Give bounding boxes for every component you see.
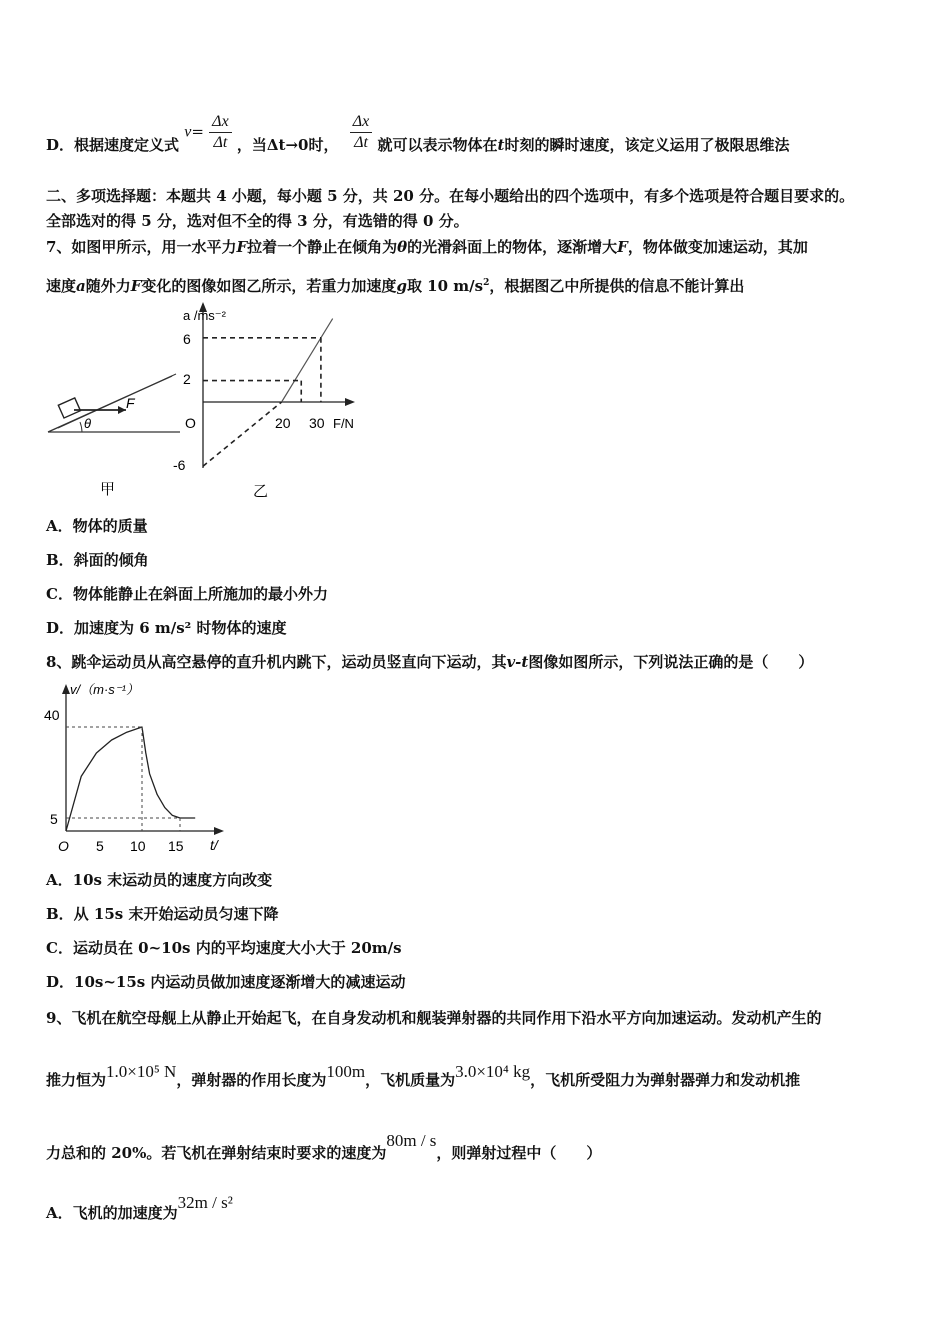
item-d-eq: = [191,122,204,141]
item-d-fraction [209,112,232,153]
item-d-cond: Δt→0 [266,135,309,154]
q7-option-d: D．加速度为 6 m/s² 时物体的速度 [46,619,287,637]
q9-force-value: 1.0×10⁵ N [106,1062,177,1081]
y-axis-label: a /ms⁻² [183,308,226,323]
item-d-v: v [184,123,192,141]
a-F-line-extrapolated [203,402,282,466]
q8-option-c: C．运动员在 0~10s 内的平均速度大小大于 20m/s [46,939,402,957]
q7-var-F: F [130,277,142,295]
q7-var-g: g [396,277,407,295]
y-axis-arrow [62,684,70,694]
fraction-denominator: Δt [213,134,228,151]
x-axis-arrow [214,827,224,835]
fig-F-label: F [126,395,135,411]
q9-text: ，飞机所受阻力为弹射器弹力和发动机推 [530,1071,801,1089]
q9-text: ，弹射器的作用长度为 [176,1071,327,1089]
q7-line2 [46,273,744,296]
item-d-suffix-1: 就可以表示物体在 [377,135,498,154]
item-d-fraction-2 [350,112,373,153]
y-tick-40: 40 [44,707,60,723]
q7-text: 取 10 m/s [406,277,484,295]
item-d-t: t [497,135,505,154]
origin-label: O [58,838,69,854]
q8-text: 8、跳伞运动员从高空悬停的直升机内跳下，运动员竖直向下运动，其 [46,653,507,671]
q7-text: 随外力 [85,277,131,295]
q8-chart-v-vs-t [40,678,240,858]
q9-text: 力总和的 20%。若飞机在弹射结束时要求的速度为 [46,1144,387,1162]
q7-var-theta: θ [397,238,408,256]
origin-label: O [185,415,196,431]
y-tick-5: 5 [50,811,58,827]
x-axis-label: t/ [210,837,218,853]
q7-line1 [46,237,808,257]
x-tick-20: 20 [275,415,291,431]
q7-var-F: F [236,238,248,256]
y-tick-neg6: -6 [173,457,186,473]
q7-text: 7、如图甲所示，用一水平力 [46,238,237,256]
q9-option-a-text: A．飞机的加速度为 [46,1204,178,1222]
q9-line1: 9、飞机在航空母舰上从静止开始起飞，在自身发动机和舰装弹射器的共同作用下沿水平方向加速运动。发动机产生的 [46,1009,822,1027]
q8-stem [46,652,813,672]
q9-mass-value: 3.0×10⁴ kg [455,1062,531,1081]
fig-jia-label: 甲 [100,481,116,498]
q7-var-F: F [617,238,628,256]
q9-text: 推力恒为 [46,1071,107,1089]
x-tick-5: 5 [96,838,104,854]
x-tick-30: 30 [309,415,325,431]
item-d-mid2: 时， [308,135,339,154]
q7-text: 的光滑斜面上的物体，逐渐增大 [407,238,618,256]
x-tick-10: 10 [130,838,146,854]
q7-chart-a-vs-F [165,300,385,500]
q8-option-a: A．10s 末运动员的速度方向改变 [46,871,273,889]
q8-text: 图像如图所示，下列说法正确的是（ ） [528,653,814,671]
q9-line3 [46,1131,602,1163]
x-axis-arrow [345,398,355,406]
fig-yi-label: 乙 [253,483,269,500]
q7-text: 拉着一个静止在倾角为 [247,238,398,256]
y-tick-2: 2 [183,371,191,387]
q8-option-d: D．10s~15s 内运动员做加速度逐渐增大的减速运动 [46,973,406,991]
x-tick-15: 15 [168,838,184,854]
q9-speed-value: 80m / s [386,1131,437,1150]
q7-text: ，物体做变加速运动，其加 [627,238,808,256]
q9-option-a [46,1193,233,1223]
v-t-curve [66,727,195,831]
q9-text: ，飞机质量为 [365,1071,456,1089]
item-d-suffix-2: 时刻的瞬时速度，该定义运用了极限思维法 [504,135,790,154]
section2-line1: 二、多项选择题：本题共 4 小题，每小题 5 分，共 20 分。在每小题给出的四个选项中，有多个选项是符合题目要求的。 [46,187,855,205]
q7-superscript: 2 [483,278,490,288]
q7-option-b: B．斜面的倾角 [46,551,149,569]
q9-accel-value: 32m / s² [177,1193,233,1212]
y-axis-label: v/（m·s⁻¹） [70,682,139,697]
item-d-prefix: D．根据速度定义式 [46,135,180,154]
item-d-line [46,112,789,153]
section2-line2: 全部选对的得 5 分，选对但不全的得 3 分，有选错的得 0 分。 [46,212,469,230]
q7-text: ，根据图乙中所提供的信息不能计算出 [489,277,745,295]
q7-text: 速度 [46,277,77,295]
q9-length-value: 100m [326,1062,366,1081]
q7-option-a: A．物体的质量 [46,517,148,535]
q7-option-c: C．物体能静止在斜面上所施加的最小外力 [46,585,328,603]
fraction-denominator: Δt [354,134,368,151]
q8-var-vt: v-t [506,653,529,671]
fraction-numerator: Δx [209,112,232,133]
q9-line2 [46,1062,801,1090]
fraction-numerator: Δx [350,112,373,133]
q7-var-a: a [76,277,86,295]
x-axis-label: F/N [333,416,354,431]
fig-theta-label: θ [84,416,92,431]
q8-option-b: B．从 15s 末开始运动员匀速下降 [46,905,279,923]
y-tick-6: 6 [183,331,191,347]
item-d-mid: ，当 [236,135,267,154]
q9-text: ，则弹射过程中（ ） [436,1144,602,1162]
a-F-line [282,319,333,402]
q7-text: 变化的图像如图乙所示，若重力加速度 [141,277,397,295]
